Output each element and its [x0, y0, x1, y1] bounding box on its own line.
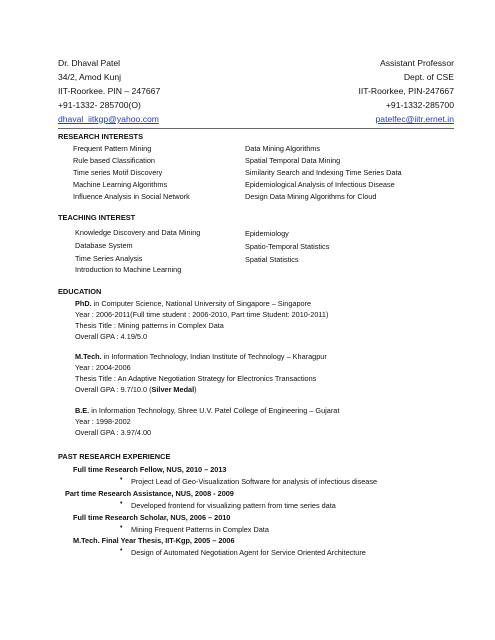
phone: +91-1332- 285700(O): [58, 100, 141, 110]
phd-gpa: Overall GPA : 4.19/5.0: [75, 332, 148, 341]
be-title: [75, 406, 339, 415]
research-interest-item: Influence Analysis in Social Network: [73, 192, 190, 201]
teaching-interest-item: Time Series Analysis: [75, 254, 143, 263]
experience-detail: Project Lead of Geo-Visualization Software for analysis of infectious disease: [131, 477, 378, 486]
experience-role: Full time Research Fellow, NUS, 2010 – 2013: [73, 465, 227, 474]
mtech-thesis: Thesis Title : An Adaptive Negotiation Strategy for Electronics Transactions: [75, 374, 317, 383]
name: Dr. Dhaval Patel: [58, 58, 121, 68]
mtech-year: Year : 2004-2006: [75, 363, 131, 372]
research-interest-item: Time series Motif Discovery: [73, 168, 163, 177]
phd-thesis: Thesis Title : Mining patterns in Complex Data: [75, 321, 224, 330]
research-interest-item: Spatial Temporal Data Mining: [245, 156, 341, 165]
teaching-interest-heading: TEACHING INTEREST: [58, 213, 136, 222]
experience-detail: Mining Frequent Patterns in Complex Data: [131, 525, 269, 534]
teaching-interest-item: Spatio-Temporal Statistics: [245, 242, 330, 251]
header-divider: [58, 128, 454, 129]
experience-role: Part time Research Assistance, NUS, 2008 - 2009: [65, 489, 234, 498]
mtech-gpa-close: ): [194, 385, 197, 394]
experience-detail: Design of Automated Negotiation Agent for Service Oriented Architecture: [131, 548, 366, 557]
research-interests-heading: RESEARCH INTERESTS: [58, 132, 144, 141]
teaching-interest-item: Database System: [75, 241, 133, 250]
mtech-degree: M.Tech.: [75, 352, 102, 361]
research-interest-item: Epidemiological Analysis of Infectious Disease: [245, 180, 395, 189]
designation: Assistant Professor: [379, 58, 454, 68]
research-interest-item: Design Data Mining Algorithms for Cloud: [245, 192, 377, 201]
mtech-gpa: [75, 385, 197, 394]
research-interest-item: Data Mining Algorithms: [245, 144, 321, 153]
be-institution: in Information Technology, Shree U.V. Patel College of Engineering – Gujarat: [89, 406, 340, 415]
office-phone: +91-1332-285700: [385, 100, 454, 110]
phd-institution: in Computer Science, National University of Singapore – Singapore: [91, 299, 312, 308]
silver-medal-label: Silver Medal: [151, 385, 195, 394]
research-interest-item: Frequent Pattern Mining: [73, 144, 152, 153]
be-degree: B.E.: [75, 406, 90, 415]
mtech-institution: in Information Technology, Indian Institute of Technology – Kharagpur: [101, 352, 327, 361]
department: Dept. of CSE: [403, 72, 454, 82]
experience-detail: Developed frontend for visualizing pattern from time series data: [131, 501, 336, 510]
mtech-title: [75, 352, 327, 361]
phd-title: [75, 299, 311, 308]
be-year: Year : 1998-2002: [75, 417, 131, 426]
education-heading: EDUCATION: [58, 287, 102, 296]
official-email-link[interactable]: patelfec@iitr.ernet.in: [375, 114, 454, 124]
mtech-gpa-text: Overall GPA : 9.7/10.0 (: [75, 385, 152, 394]
experience-role: Full time Research Scholar, NUS, 2006 – 2010: [73, 513, 231, 522]
experience-heading: PAST RESEARCH EXPERIENCE: [58, 452, 171, 461]
teaching-interest-item: Spatial Statistics: [245, 255, 299, 264]
address-line: 34/2, Amod Kunj: [58, 72, 122, 82]
research-interest-item: Machine Learning Algorithms: [73, 180, 168, 189]
experience-role: M.Tech. Final Year Thesis, IIT-Kgp, 2005 – 2006: [73, 536, 235, 545]
city-pin: IIT-Roorkee. PIN – 247667: [58, 86, 161, 96]
be-gpa: Overall GPA : 3.97/4.00: [75, 428, 152, 437]
research-interest-item: Rule based Classification: [73, 156, 155, 165]
research-interest-item: Similarity Search and Indexing Time Series Data: [245, 168, 402, 177]
bullet-icon: •: [120, 500, 123, 507]
personal-email-link[interactable]: dhaval_iitkgp@yahoo.com: [58, 114, 159, 124]
bullet-icon: •: [120, 547, 123, 554]
bullet-icon: •: [120, 476, 123, 483]
teaching-interest-item: Introduction to Machine Learning: [75, 265, 182, 274]
phd-year: Year : 2006-2011(Full time student : 2006-2010, Part time Student: 2010-2011): [75, 310, 329, 319]
teaching-interest-item: Knowledge Discovery and Data Mining: [75, 228, 201, 237]
institute-pin: IIT-Roorkee, PIN-247667: [358, 86, 454, 96]
teaching-interest-item: Epidemiology: [245, 229, 289, 238]
bullet-icon: •: [120, 524, 123, 531]
phd-degree: PhD.: [75, 299, 92, 308]
